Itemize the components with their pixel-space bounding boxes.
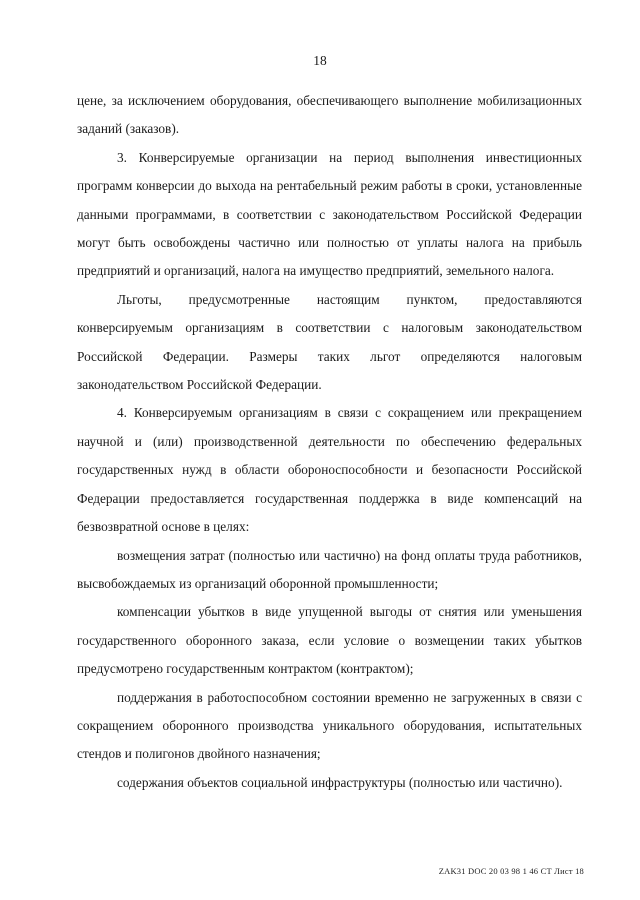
page-number: 18 — [313, 53, 327, 68]
body-text — [77, 87, 582, 797]
paragraph-purpose-equipment: поддержания в работоспособном состоянии временно не загруженных в связи с сокращением оборонного производства уникального оборудования, испытательных стендов и полигонов двойного назначения; — [77, 689, 582, 762]
paragraph-item-4: 4. Конверсируемым организациям в связи с сокращением или прекращением научной и (или) производственной деятельности по обеспечению федеральных государственных нужд в области обороноспособности и безопасности Российской Федерации предоставляется государственная поддержка в виде компенсаций на безвозвратной основе в целях: — [77, 405, 582, 535]
paragraph-purpose-infrastructure: содержания объектов социальной инфраструктуры (полностью или частично). — [117, 774, 563, 790]
paragraph-item-3: 3. Конверсируемые организации на период выполнения инвестиционных программ конверсии до выхода на рентабельный режим работы в сроки, установленные данными программами, в соответствии с законодательством Российской Федерации могут быть освобождены частично или полностью от уплаты налога на прибыль предприятий и организаций, налога на имущество предприятий, земельного налога. — [77, 149, 582, 279]
paragraph-purpose-wages: возмещения затрат (полностью или частично) на фонд оплаты труда работников, высвобождаемых из организаций оборонной промышленности; — [77, 547, 582, 591]
paragraph-purpose-losses: компенсации убытков в виде упущенной выгоды от снятия или уменьшения государственного оборонного заказа, если условие о возмещении таких убытков предусмотрено государственным контрактом (контрактом); — [77, 604, 582, 677]
paragraph-benefits: Льготы, предусмотренные настоящим пунктом, предоставляются конверсируемым организациям в соответствии с налоговым законодательством Российской Федерации. Размеры таких льгот определяются налоговым законодательством Российской Федерации. — [77, 291, 582, 393]
document-footer: ZAK31 DOC 20 03 98 1 46 СТ Лист 18 — [438, 866, 584, 876]
paragraph-continuation: цене, за исключением оборудования, обеспечивающего выполнение мобилизационных заданий (заказов). — [77, 93, 582, 137]
